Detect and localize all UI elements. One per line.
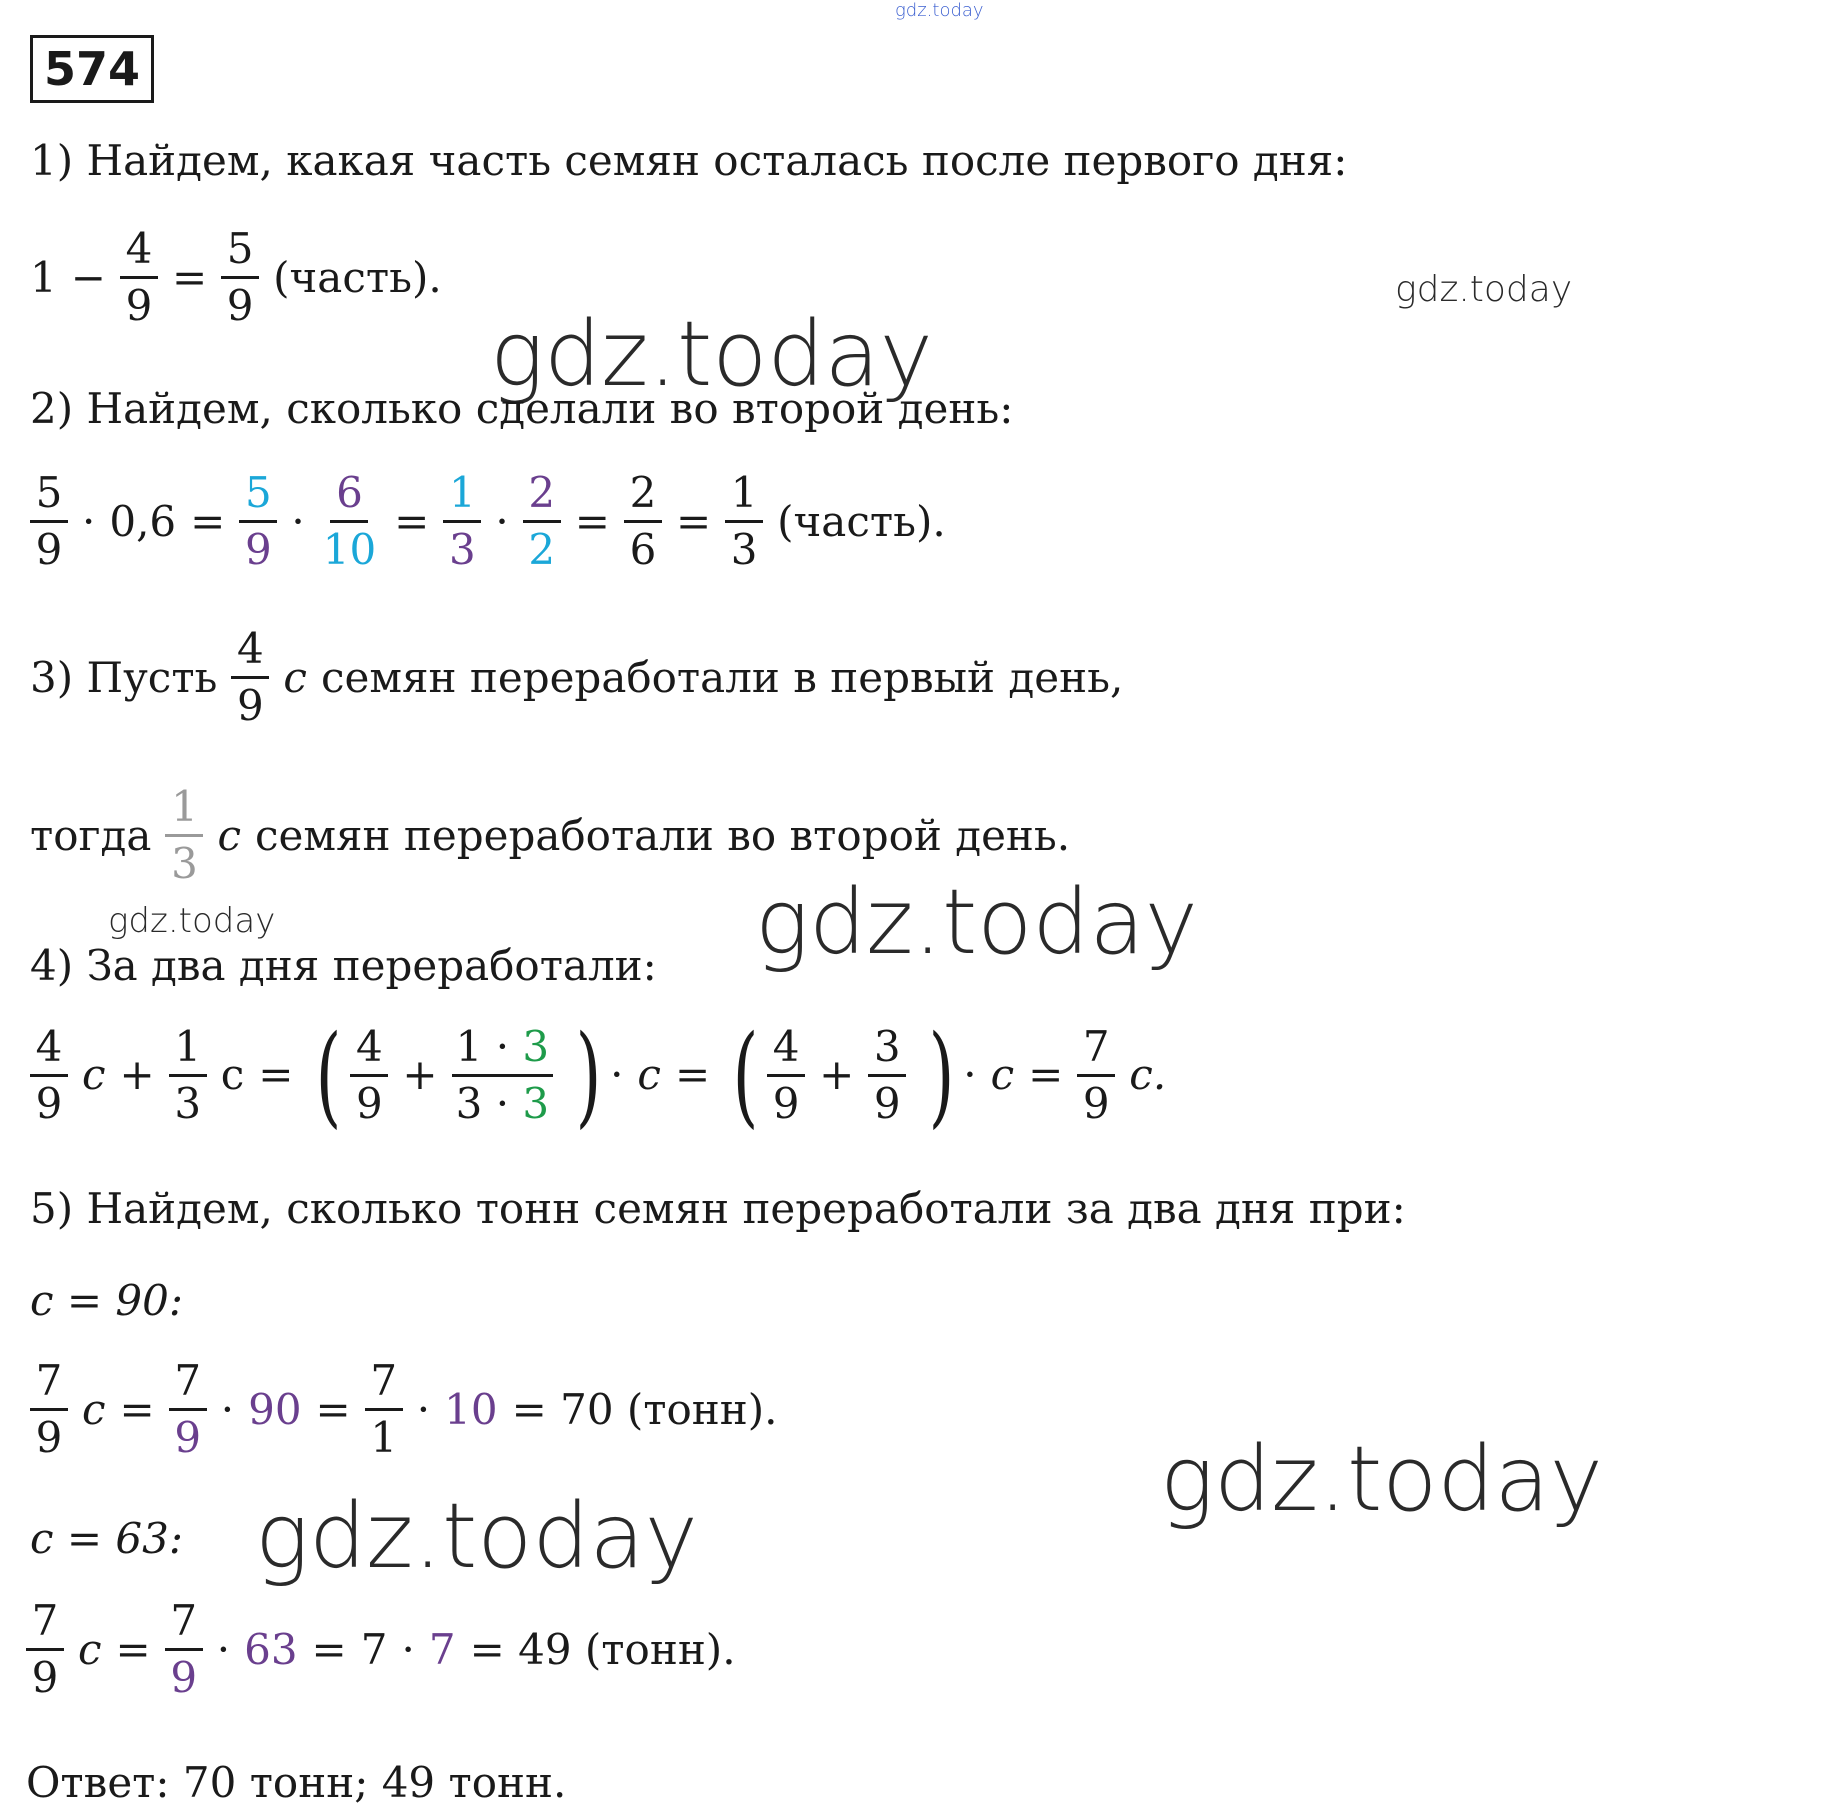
variable: c	[220, 1050, 245, 1099]
fraction: $\frac{7}{9}$	[30, 1360, 68, 1459]
fraction: $\frac{4}{9}$	[30, 1026, 68, 1125]
fraction: $\frac{1}{3}$	[169, 1026, 207, 1125]
equals-sign: =	[1028, 1050, 1064, 1099]
value: 10	[444, 1384, 498, 1434]
fraction: $\frac{4}{9}$	[231, 628, 269, 727]
fraction: $\frac{1 \cdot 3}{3 \cdot 3}$	[452, 1026, 554, 1125]
variable: c	[637, 1050, 661, 1099]
plus-sign: +	[819, 1050, 855, 1099]
fraction: $\frac{2}{6}$	[624, 472, 662, 571]
variable: c	[78, 1624, 102, 1674]
case1-label: c = 90:	[30, 1276, 184, 1325]
case1-equation	[30, 1356, 792, 1462]
fraction: $\frac{3}{9}$	[868, 1026, 906, 1125]
dot-sign: ·	[495, 496, 509, 546]
fraction: $\frac{1}{3}$	[725, 472, 763, 571]
dot-sign: ·	[220, 1384, 235, 1434]
value: 90	[248, 1384, 302, 1434]
fraction: $\frac{1}{3}$	[443, 472, 481, 571]
watermark-large-1: gdz.today	[490, 302, 933, 407]
fraction: $\frac{4}{9}$	[120, 228, 158, 327]
fraction: $\frac{7}{1}$	[365, 1360, 403, 1459]
equals-sign: =	[171, 252, 208, 302]
equals-sign: =	[674, 1050, 711, 1099]
watermark-large-3: gdz.today	[1160, 1427, 1603, 1532]
plus-sign: +	[119, 1050, 155, 1099]
fraction: $\frac{6}{10}$	[322, 468, 377, 574]
watermark-small-left: gdz.today	[108, 901, 276, 941]
minus-sign: −	[70, 252, 106, 302]
watermark-large-2: gdz.today	[755, 870, 1198, 975]
step2-equation	[30, 468, 960, 574]
step3-line1	[30, 624, 1137, 730]
step5-heading: 5) Найдем, сколько тонн семян переработали за два дня при:	[30, 1184, 1406, 1233]
variable: c	[217, 810, 241, 860]
equals-sign: =	[315, 1384, 351, 1434]
equals-sign: =	[311, 1624, 347, 1674]
step3-line2-prefix: тогда	[30, 810, 152, 860]
watermark-large-4: gdz.today	[255, 1484, 698, 1589]
variable: c	[283, 652, 307, 702]
variable: c	[82, 1050, 106, 1099]
value: 63	[244, 1624, 298, 1674]
dot-sign: ·	[82, 496, 96, 546]
step2-heading: 2) Найдем, сколько сделали во второй день:	[30, 384, 1014, 433]
fraction: $\frac{7}{9}$	[1077, 1026, 1115, 1125]
case2-equation	[26, 1596, 750, 1702]
variable: c	[990, 1050, 1015, 1099]
answer: Ответ: 70 тонн; 49 тонн.	[26, 1758, 567, 1807]
step4-heading: 4) За два дня переработали:	[30, 941, 657, 990]
step3-prefix: 3) Пусть	[30, 652, 218, 702]
variable: c	[82, 1384, 106, 1434]
fraction: $\frac{5}{9}$	[221, 228, 259, 327]
fraction: $\frac{5}{9}$	[239, 472, 277, 571]
right-paren: )	[928, 1011, 955, 1139]
watermark-top: gdz.today	[895, 0, 984, 21]
dot-sign: ·	[216, 1624, 231, 1674]
equals-sign: =	[574, 496, 610, 546]
equals-sign: =	[675, 496, 712, 546]
equals-sign: =	[115, 1624, 151, 1674]
fraction: $\frac{5}{9}$	[30, 472, 68, 571]
equals-sign: =	[394, 496, 430, 546]
number: 1	[30, 252, 57, 302]
value: 7	[428, 1624, 456, 1674]
step3-line2-suffix: семян переработали во второй день.	[254, 810, 1071, 860]
fraction: $\frac{7}{9}$	[165, 1600, 203, 1699]
fraction: $\frac{7}{9}$	[26, 1600, 64, 1699]
dot-sign: ·	[963, 1050, 977, 1099]
fraction: $\frac{7}{9}$	[169, 1360, 207, 1459]
equals-sign: =	[190, 496, 226, 546]
dot-sign: ·	[291, 496, 305, 546]
equals-sign: =	[258, 1050, 294, 1099]
plus-sign: +	[402, 1050, 438, 1099]
value: 7	[360, 1624, 388, 1674]
step1-heading: 1) Найдем, какая часть семян осталась после первого дня:	[30, 136, 1348, 185]
dot-sign: ·	[610, 1050, 624, 1099]
fraction: $\frac{4}{9}$	[350, 1026, 388, 1125]
variable: c.	[1129, 1050, 1167, 1099]
result: = 70 (тонн).	[511, 1384, 778, 1434]
unit-label: (часть).	[777, 496, 946, 546]
dot-sign: ·	[401, 1624, 415, 1674]
step1-equation	[30, 224, 456, 330]
right-paren: )	[575, 1011, 602, 1139]
step4-equation	[30, 1011, 1180, 1139]
dot-sign: ·	[416, 1384, 431, 1434]
fraction: $\frac{2}{2}$	[523, 472, 561, 571]
step3-line2	[30, 782, 1084, 888]
equals-sign: =	[119, 1384, 155, 1434]
step3-suffix: семян переработали в первый день,	[320, 652, 1124, 702]
left-paren: (	[316, 1011, 342, 1139]
problem-number: 574	[30, 35, 154, 103]
watermark-small-right: gdz.today	[1395, 269, 1573, 310]
decimal: 0,6	[109, 496, 177, 546]
case2-label: c = 63:	[30, 1514, 184, 1563]
result: = 49 (тонн).	[469, 1624, 736, 1674]
fraction: $\frac{4}{9}$	[767, 1026, 805, 1125]
unit-label: (часть).	[273, 252, 442, 302]
fraction: $\frac{1}{3}$	[165, 786, 203, 885]
left-paren: (	[732, 1011, 759, 1139]
